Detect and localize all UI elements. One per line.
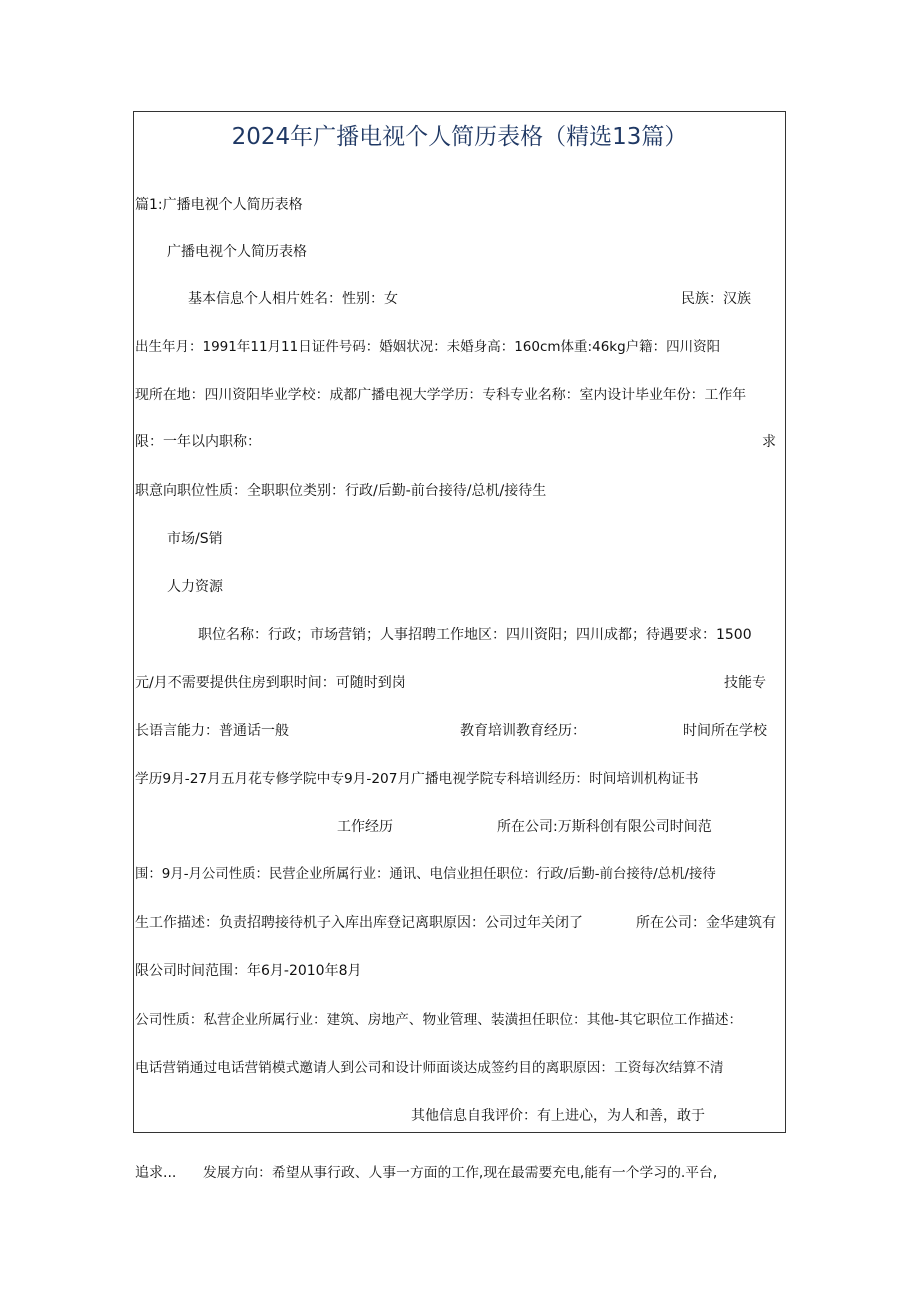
text-line: 民族：汉族 [681, 291, 751, 307]
text-line: 所在公司:万斯科创有限公司时间范 [497, 819, 712, 835]
text-line: 追求... [135, 1165, 177, 1181]
text-line: 教育培训教育经历： [460, 723, 586, 739]
text-line: 所在公司：金华建筑有 [636, 915, 776, 931]
text-line: 人力资源 [167, 579, 223, 595]
text-line: 市场/S销 [167, 531, 223, 547]
text-line: 限公司时间范围：年6月-2010年8月 [135, 963, 362, 979]
text-line: 元/月不需要提供住房到职时间：可随时到岗 [135, 675, 406, 691]
text-line: 职位名称：行政；市场营销；人事招聘工作地区：四川资阳；四川成都；待遇要求：1500 [198, 627, 752, 643]
text-line: 广播电视个人简历表格 [167, 244, 307, 260]
text-line: 发展方向：希望从事行政、人事一方面的工作,现在最需要充电,能有一个学习的.平台, [203, 1165, 718, 1181]
text-line: 现所在地：四川资阳毕业学校：成都广播电视大学学历：专科专业名称：室内设计毕业年份：工作年 [135, 387, 747, 403]
text-line: 学历9月-27月五月花专修学院中专9月-207月广播电视学院专科培训经历：时间培训机构证书 [135, 771, 699, 787]
text-line: 出生年月：1991年11月11日证件号码：婚姻状况：未婚身高：160cm体重:46kg户籍：四川资阳 [135, 339, 721, 355]
text-line: 长语言能力：普通话一般 [135, 723, 289, 739]
text-line: 技能专 [724, 675, 766, 691]
text-line: 篇1:广播电视个人简历表格 [135, 197, 303, 213]
text-line: 职意向职位性质：全职职位类别：行政/后勤-前台接待/总机/接待生 [135, 483, 547, 499]
document-title: 2024年广播电视个人简历表格（精选13篇） [231, 124, 688, 150]
text-line: 电话营销通过电话营销模式邀请人到公司和设计师面谈达成签约目的离职原因：工资每次结算不清 [135, 1060, 724, 1076]
text-line: 公司性质：私营企业所属行业：建筑、房地产、物业管理、装潢担任职位：其他-其它职位工作描述： [135, 1012, 743, 1028]
text-line: 时间所在学校 [683, 723, 767, 739]
text-line: 限：一年以内职称： [135, 434, 261, 450]
text-line: 围：9月-月公司性质：民营企业所属行业：通讯、电信业担任职位：行政/后勤-前台接待/总机/接待 [135, 867, 716, 882]
text-line: 求 [762, 434, 776, 450]
text-line: 基本信息个人相片姓名：性别：女 [188, 291, 398, 307]
text-line: 其他信息自我评价：有上进心，为人和善，敢于 [411, 1108, 705, 1124]
text-line: 生工作描述：负责招聘接待机子入库出库登记离职原因：公司过年关闭了 [135, 915, 583, 931]
text-line: 工作经历 [337, 819, 393, 835]
